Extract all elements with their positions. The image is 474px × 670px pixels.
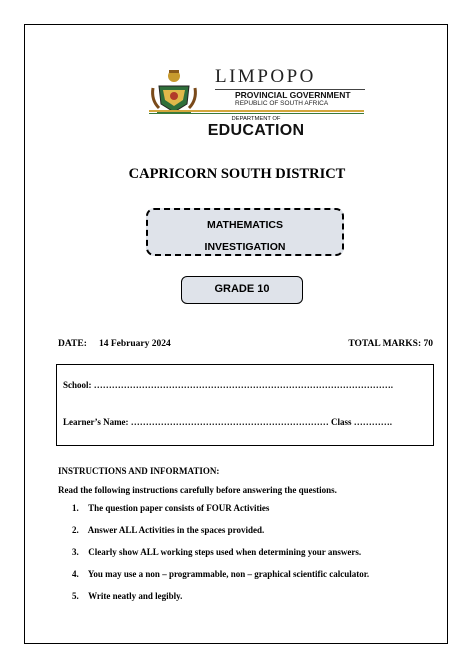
item-text: Write neatly and legibly.: [88, 591, 183, 601]
list-item: [72, 525, 264, 535]
total-marks: TOTAL MARKS: 70: [348, 339, 433, 349]
subject-box: [146, 208, 344, 256]
brand-name: LIMPOPO: [215, 66, 316, 87]
country-label: REPUBLIC OF SOUTH AFRICA: [235, 100, 329, 107]
district-title: CAPRICORN SOUTH DISTRICT: [128, 166, 346, 182]
item-number: 5.: [72, 591, 79, 601]
department-logo: [123, 60, 369, 145]
date-value: 14 February 2024: [99, 339, 171, 349]
item-number: 3.: [72, 547, 79, 557]
instructions-title: INSTRUCTIONS AND INFORMATION:: [58, 466, 220, 476]
list-item: [72, 547, 361, 557]
list-item: [72, 569, 369, 579]
list-item: [72, 503, 269, 513]
date-label: DATE:: [58, 339, 87, 349]
item-text: Clearly show ALL working steps used when determining your answers.: [88, 547, 362, 557]
item-text: The question paper consists of FOUR Activities: [88, 503, 270, 513]
item-text: Answer ALL Activities in the spaces provided.: [87, 525, 265, 535]
subject-line-2: INVESTIGATION: [204, 241, 286, 253]
government-label: PROVINCIAL GOVERNMENT: [235, 90, 351, 100]
item-number: 4.: [72, 569, 79, 579]
department-of-label: DEPARTMENT OF: [231, 116, 281, 122]
learner-details-box: [56, 364, 434, 446]
department-name: EDUCATION: [207, 122, 305, 139]
item-number: 1.: [72, 503, 79, 513]
logo-green-bar: [149, 113, 364, 114]
item-number: 2.: [72, 525, 79, 535]
grade-box: GRADE 10: [181, 276, 303, 304]
list-item: [72, 591, 182, 601]
subject-line-1: MATHEMATICS: [206, 219, 284, 231]
coat-of-arms-icon: [149, 66, 199, 116]
item-text: You may use a non – programmable, non – graphical scientific calculator.: [87, 569, 370, 579]
learner-name-field[interactable]: Learner’s Name: ………………………………………………………… Class ………….: [63, 417, 393, 427]
logo-gold-bar: [149, 110, 364, 112]
instructions-intro: Read the following instructions carefully before answering the questions.: [58, 485, 337, 495]
school-field[interactable]: School: ……………………………………………………………………………………….: [63, 380, 394, 390]
